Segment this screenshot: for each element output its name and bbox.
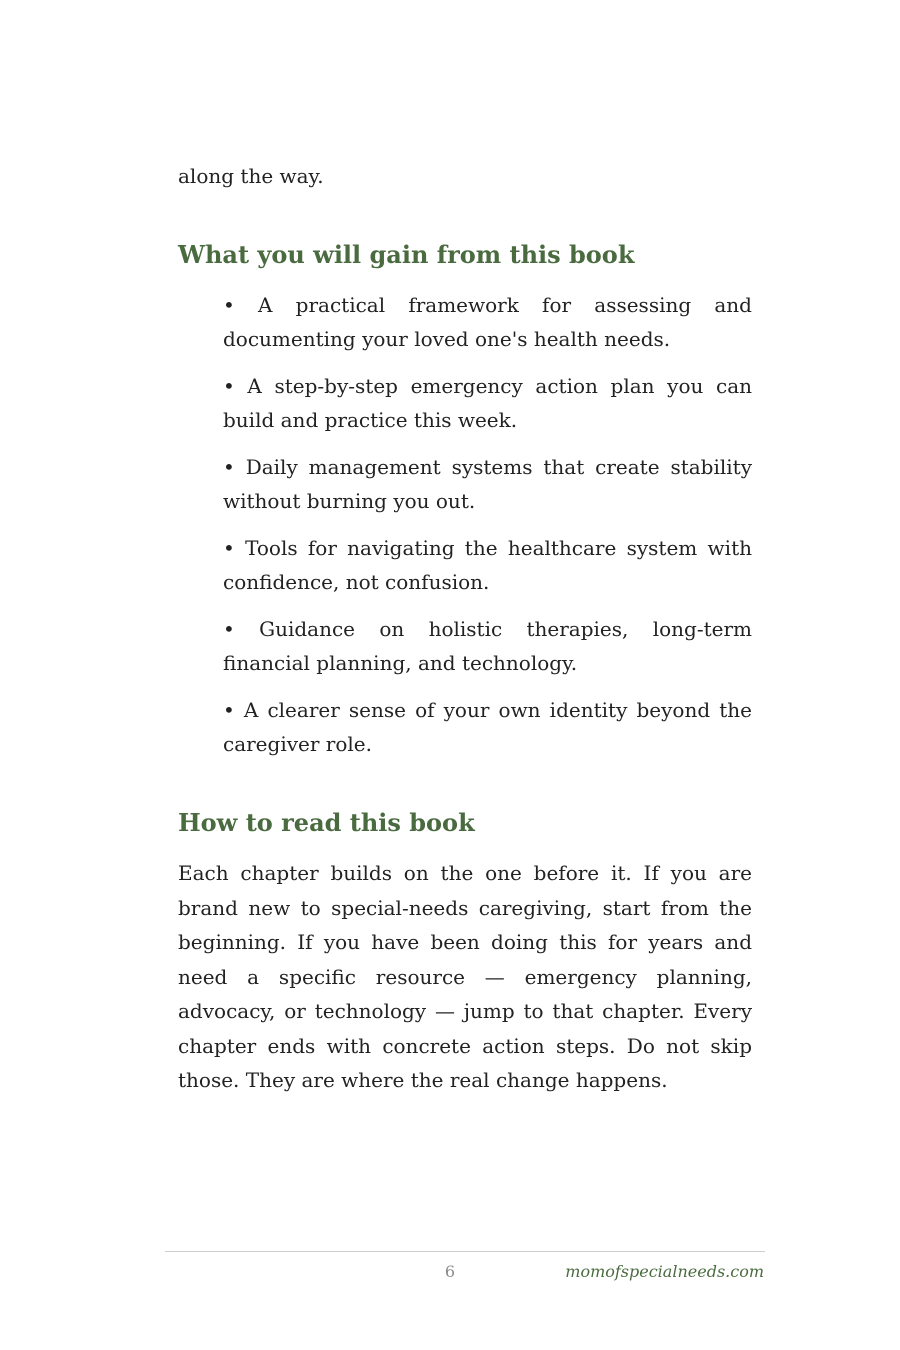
carryover-text: along the way. xyxy=(178,164,324,188)
reading-instructions-paragraph: Each chapter builds on the one before it. If you are brand new to special-needs caregiving, start from the beginning. If you have been doing this for years and need a specific resource — emergency planning, advocacy, or technology — jump to that chapter. Every chapter ends with concrete action steps. Do not skip those. They are where the real change happens. xyxy=(178,861,752,1092)
gain-bullet-list xyxy=(223,288,752,774)
bullet-item: • Daily management systems that create stability without burning you out. xyxy=(223,455,752,513)
section-heading-read: How to read this book xyxy=(178,808,475,837)
bullet-item: • A practical framework for assessing and documenting your loved one's health needs. xyxy=(223,293,752,351)
bullet-item: • A clearer sense of your own identity beyond the caregiver role. xyxy=(223,698,752,756)
section-heading-gain: What you will gain from this book xyxy=(178,240,635,269)
footer-website: momofspecialneeds.com xyxy=(565,1262,764,1281)
bullet-item: • Tools for navigating the healthcare system with confidence, not confusion. xyxy=(223,536,752,594)
bullet-item: • Guidance on holistic therapies, long-term financial planning, and technology. xyxy=(223,617,752,675)
footer-divider xyxy=(165,1251,765,1252)
page-number: 6 xyxy=(444,1262,456,1281)
bullet-item: • A step-by-step emergency action plan you can build and practice this week. xyxy=(223,374,752,432)
